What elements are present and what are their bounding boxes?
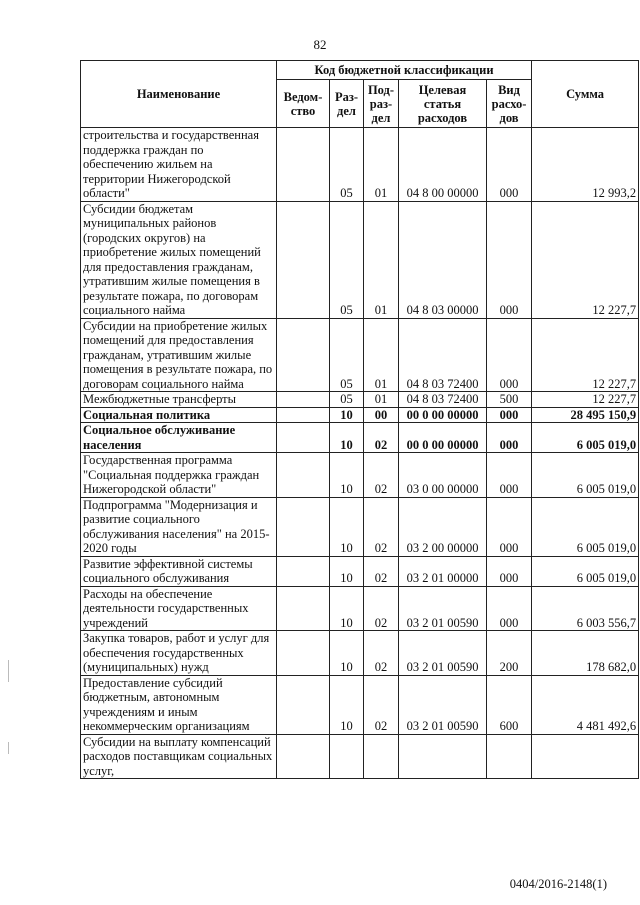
row-razdel: 10 xyxy=(330,675,364,734)
row-podrazdel: 02 xyxy=(364,631,399,676)
row-vid: 600 xyxy=(487,675,532,734)
header-name: Наименование xyxy=(81,61,277,128)
row-vedomstvo xyxy=(277,734,330,779)
document-code: 0404/2016-2148(1) xyxy=(509,877,607,891)
row-vid: 000 xyxy=(487,318,532,392)
row-target xyxy=(399,734,487,779)
row-name: Социальное обслуживание населения xyxy=(81,423,277,453)
header-vedomstvo-text: Ведом- ство xyxy=(283,89,323,118)
row-target: 03 2 00 00000 xyxy=(399,497,487,556)
row-razdel: 10 xyxy=(330,407,364,423)
table-row xyxy=(81,128,639,202)
row-target: 03 2 01 00590 xyxy=(399,631,487,676)
row-vid: 000 xyxy=(487,453,532,498)
row-target: 04 8 03 72400 xyxy=(399,392,487,408)
header-vid-text: Вид расхо- дов xyxy=(491,82,527,125)
row-target: 03 2 01 00590 xyxy=(399,586,487,631)
row-name: Государственная программа "Социальная поддержка граждан Нижегородской области" xyxy=(81,453,277,498)
row-sum: 12 993,2 xyxy=(532,128,639,202)
row-razdel: 05 xyxy=(330,128,364,202)
row-name: Межбюджетные трансферты xyxy=(81,392,277,408)
row-podrazdel: 01 xyxy=(364,392,399,408)
budget-table xyxy=(80,60,639,779)
row-target: 04 8 03 00000 xyxy=(399,201,487,318)
scan-edge-mark xyxy=(8,742,9,754)
row-name: Расходы на обеспечение деятельности государственных учреждений xyxy=(81,586,277,631)
row-vedomstvo xyxy=(277,201,330,318)
row-sum: 28 495 150,9 xyxy=(532,407,639,423)
page-number: 82 xyxy=(313,37,327,52)
row-name: Закупка товаров, работ и услуг для обеспечения государственных (муниципальных) нужд xyxy=(81,631,277,676)
table-row xyxy=(81,318,639,392)
header-target-text: Целевая статья расходов xyxy=(417,82,468,125)
header-podrazdel xyxy=(364,80,399,128)
row-podrazdel: 02 xyxy=(364,453,399,498)
row-vedomstvo xyxy=(277,318,330,392)
row-vedomstvo xyxy=(277,392,330,408)
table-row xyxy=(81,556,639,586)
row-sum: 12 227,7 xyxy=(532,201,639,318)
row-razdel: 10 xyxy=(330,631,364,676)
row-podrazdel: 02 xyxy=(364,556,399,586)
row-sum: 6 005 019,0 xyxy=(532,453,639,498)
row-name: Подпрограмма "Модернизация и развитие социального обслуживания населения" на 2015-2020 годы xyxy=(81,497,277,556)
row-vedomstvo xyxy=(277,675,330,734)
scan-edge-mark xyxy=(8,660,9,682)
table-row xyxy=(81,423,639,453)
row-target: 03 0 00 00000 xyxy=(399,453,487,498)
row-sum: 178 682,0 xyxy=(532,631,639,676)
row-name: Предоставление субсидий бюджетным, автономным учреждениям и иным некоммерческим организациям xyxy=(81,675,277,734)
table-row xyxy=(81,201,639,318)
row-podrazdel: 00 xyxy=(364,407,399,423)
row-vedomstvo xyxy=(277,128,330,202)
row-podrazdel: 01 xyxy=(364,201,399,318)
row-podrazdel: 01 xyxy=(364,128,399,202)
row-razdel: 10 xyxy=(330,556,364,586)
row-podrazdel: 02 xyxy=(364,497,399,556)
row-vedomstvo xyxy=(277,556,330,586)
row-vid: 000 xyxy=(487,128,532,202)
row-sum: 4 481 492,6 xyxy=(532,675,639,734)
row-vedomstvo xyxy=(277,631,330,676)
row-razdel: 10 xyxy=(330,586,364,631)
row-sum: 6 005 019,0 xyxy=(532,556,639,586)
row-name: Субсидии на приобретение жилых помещений для предоставления гражданам, утратившим жилые помещения в результате пожара, по договорам социального найма xyxy=(81,318,277,392)
row-target: 00 0 00 00000 xyxy=(399,423,487,453)
row-razdel: 10 xyxy=(330,497,364,556)
header-target xyxy=(399,80,487,128)
row-vid xyxy=(487,734,532,779)
row-vid: 000 xyxy=(487,556,532,586)
row-razdel xyxy=(330,734,364,779)
table-row xyxy=(81,407,639,423)
row-name: Субсидии бюджетам муниципальных районов (городских округов) на приобретение жилых помещений для предоставления гражданам, утратившим жилые помещения в результате пожара, по договорам социального найма xyxy=(81,201,277,318)
header-classification-group: Код бюджетной классификации xyxy=(277,61,532,80)
table-row xyxy=(81,453,639,498)
table-row xyxy=(81,734,639,779)
row-vid: 000 xyxy=(487,497,532,556)
row-sum: 6 005 019,0 xyxy=(532,423,639,453)
row-name: строительства и государственная поддержка граждан по обеспечению жильем на территории Нижегородской области" xyxy=(81,128,277,202)
table-row xyxy=(81,586,639,631)
table-row xyxy=(81,497,639,556)
row-podrazdel: 02 xyxy=(364,675,399,734)
row-podrazdel xyxy=(364,734,399,779)
row-vedomstvo xyxy=(277,407,330,423)
row-target: 04 8 03 72400 xyxy=(399,318,487,392)
row-name: Развитие эффективной системы социального обслуживания xyxy=(81,556,277,586)
row-target: 03 2 01 00590 xyxy=(399,675,487,734)
row-vedomstvo xyxy=(277,586,330,631)
header-podrazdel-text: Под- раз- дел xyxy=(367,82,395,125)
row-podrazdel: 02 xyxy=(364,423,399,453)
header-razdel-text: Раз- дел xyxy=(334,89,359,118)
row-vid: 500 xyxy=(487,392,532,408)
table-row xyxy=(81,392,639,408)
row-target: 00 0 00 00000 xyxy=(399,407,487,423)
row-vedomstvo xyxy=(277,423,330,453)
row-vid: 000 xyxy=(487,201,532,318)
row-vedomstvo xyxy=(277,453,330,498)
row-vid: 000 xyxy=(487,407,532,423)
header-razdel xyxy=(330,80,364,128)
row-sum: 12 227,7 xyxy=(532,392,639,408)
row-razdel: 10 xyxy=(330,453,364,498)
row-sum: 6 005 019,0 xyxy=(532,497,639,556)
row-sum: 6 003 556,7 xyxy=(532,586,639,631)
row-podrazdel: 01 xyxy=(364,318,399,392)
row-vid: 200 xyxy=(487,631,532,676)
table-row xyxy=(81,631,639,676)
table-row xyxy=(81,675,639,734)
row-sum xyxy=(532,734,639,779)
row-podrazdel: 02 xyxy=(364,586,399,631)
row-target: 03 2 01 00000 xyxy=(399,556,487,586)
row-target: 04 8 00 00000 xyxy=(399,128,487,202)
header-sum: Сумма xyxy=(532,61,639,128)
row-name: Субсидии на выплату компенсаций расходов поставщикам социальных услуг, xyxy=(81,734,277,779)
header-vid xyxy=(487,80,532,128)
row-razdel: 05 xyxy=(330,392,364,408)
row-razdel: 10 xyxy=(330,423,364,453)
header-vedomstvo xyxy=(277,80,330,128)
row-name: Социальная политика xyxy=(81,407,277,423)
row-vedomstvo xyxy=(277,497,330,556)
row-vid: 000 xyxy=(487,423,532,453)
row-razdel: 05 xyxy=(330,201,364,318)
row-vid: 000 xyxy=(487,586,532,631)
row-sum: 12 227,7 xyxy=(532,318,639,392)
row-razdel: 05 xyxy=(330,318,364,392)
